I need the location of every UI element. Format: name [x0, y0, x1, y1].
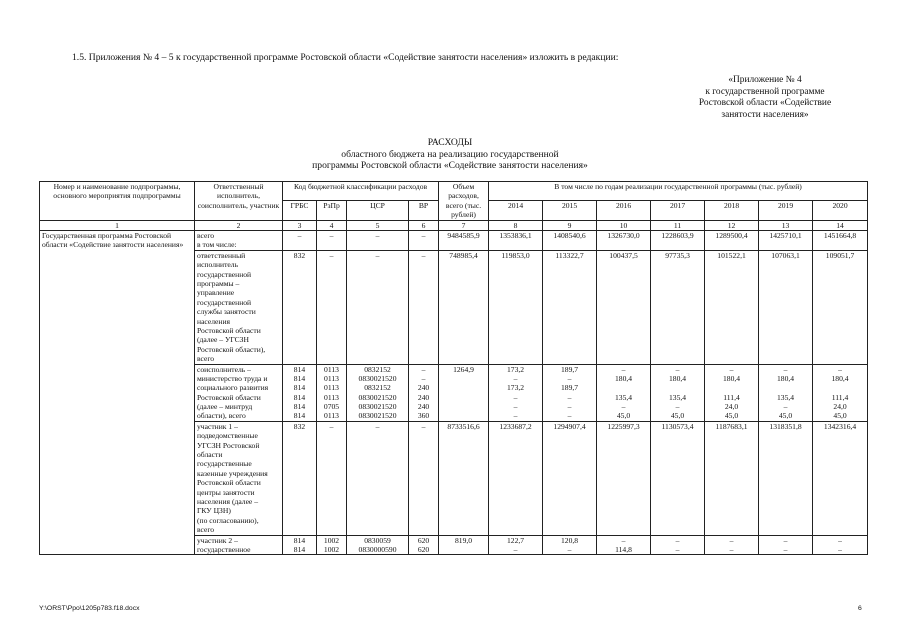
vr-value: –: [421, 231, 426, 241]
rzpr-value: 0113: [324, 373, 339, 383]
y2015-value: 189,7: [560, 364, 579, 374]
y2014-value: –: [513, 411, 518, 421]
csr-value: 0830021520: [358, 392, 397, 402]
y2015-cell: [543, 231, 597, 251]
y2015-value: –: [567, 411, 572, 421]
y2016-cell: [597, 535, 651, 555]
responsible-line: всего: [197, 525, 215, 535]
y2015-cell: [543, 535, 597, 555]
program-name-cell: Государственная программа Ростовской области «Содействие занятости населения»: [40, 231, 195, 555]
y2016-value: 45,0: [616, 411, 631, 421]
csr-value: 0830059: [364, 535, 391, 545]
y2017-value: 1130573,4: [661, 421, 694, 431]
appendix-line: занятости населения»: [721, 109, 809, 120]
y2017-cell: [651, 231, 705, 251]
y2014-value: 119853,0: [501, 250, 530, 260]
total-value: [441, 383, 486, 392]
grbs-value: 814: [293, 364, 306, 374]
responsible-line: Ростовской области: [197, 392, 261, 402]
y2016-cell: [597, 250, 651, 364]
y2014-cell: [489, 250, 543, 364]
y2017-cell: [651, 364, 705, 421]
y2015-value: 120,8: [560, 535, 579, 545]
page-number: 6: [858, 605, 862, 612]
total-value: 9484585,9: [447, 231, 480, 241]
responsible-line: населения: [197, 316, 231, 326]
y2020-value: 1451664,8: [823, 231, 857, 241]
y2020-value: –: [838, 544, 842, 554]
document-title: [260, 137, 640, 172]
y2016-cell: [597, 421, 651, 535]
y2015-value: 1408540,6: [553, 231, 586, 241]
y2014-value: –: [513, 373, 518, 383]
total-value: [441, 393, 486, 402]
y2016-value: 135,4: [614, 392, 633, 402]
csr-value: –: [375, 231, 380, 241]
rzpr-value: 0113: [324, 392, 339, 402]
rzpr-value: 0113: [324, 411, 339, 421]
y2014-value: –: [513, 544, 518, 554]
vr-value: –: [421, 250, 426, 260]
header-code-group: Код бюджетной классификации расходов: [283, 182, 439, 201]
csr-value: 0830021520: [358, 402, 397, 412]
y2020-cell: [813, 250, 868, 364]
vr-cell: [409, 231, 439, 251]
responsible-line: (далее – минтруд: [197, 402, 253, 412]
rzpr-value: 0113: [324, 383, 339, 393]
header-year: 2016: [597, 201, 651, 220]
responsible-line: участник 1 –: [197, 421, 238, 431]
y2019-value: 107063,1: [771, 250, 800, 260]
y2018-cell: [705, 250, 759, 364]
header-years-group: В том числе по годам реализации государственной программы (тыс. рублей): [489, 182, 868, 201]
responsible-line: всего: [197, 231, 215, 241]
y2020-cell: [813, 535, 868, 555]
responsible-line: (по согласованию),: [197, 515, 259, 525]
responsible-line: центры занятости: [197, 487, 255, 497]
y2014-value: 1233687,2: [499, 421, 532, 431]
responsible-line: министерство труда и: [197, 373, 268, 383]
y2017-value: 180,4: [668, 373, 687, 383]
y2014-cell: [489, 421, 543, 535]
y2018-value: [707, 383, 756, 392]
header-responsible: Ответственный исполнитель, соисполнитель, участник: [195, 182, 283, 221]
responsible-line: казенные учреждения: [197, 468, 268, 478]
rzpr-cell: [317, 250, 347, 364]
total-value: [441, 411, 486, 420]
vr-value: –: [421, 373, 426, 383]
vr-value: 620: [417, 544, 430, 554]
responsible-line: государственные: [197, 459, 252, 469]
y2019-cell: [759, 364, 813, 421]
column-number: 7: [439, 220, 489, 230]
appendix-label: [690, 75, 840, 121]
grbs-value: 814: [293, 402, 306, 412]
responsible-line: ГКУ ЦЗН): [197, 506, 231, 516]
csr-value: 0832152: [364, 364, 391, 374]
csr-value: 0832152: [364, 383, 391, 393]
vr-value: 620: [417, 535, 430, 545]
responsible-line: службы занятости: [197, 307, 256, 317]
header-year: 2017: [651, 201, 705, 220]
grbs-value: 814: [293, 544, 306, 554]
y2020-cell: [813, 364, 868, 421]
y2016-value: 1326730,0: [607, 231, 640, 241]
grbs-cell: [283, 421, 317, 535]
grbs-value: 814: [293, 411, 306, 421]
y2014-cell: [489, 364, 543, 421]
y2017-value: –: [675, 535, 680, 545]
total-cell: [439, 421, 489, 535]
csr-value: 0830021520: [358, 411, 397, 421]
y2020-value: 1342316,4: [823, 421, 857, 431]
y2015-value: 189,7: [560, 383, 579, 393]
y2019-cell: [759, 231, 813, 251]
header-year: 2014: [489, 201, 543, 220]
total-value: [441, 402, 486, 411]
rzpr-value: 1002: [323, 544, 340, 554]
grbs-cell: [283, 535, 317, 555]
table-row: [40, 231, 868, 251]
y2019-value: –: [783, 544, 788, 554]
appendix-line: к государственной программе: [705, 86, 825, 97]
csr-cell: [347, 535, 409, 555]
responsible-line: области: [197, 450, 223, 460]
y2019-value: [761, 383, 810, 392]
rzpr-value: –: [329, 250, 334, 260]
header-year: 2020: [813, 201, 868, 220]
responsible-cell: [195, 231, 283, 251]
csr-value: –: [375, 250, 380, 260]
responsible-line: Ростовской области: [197, 325, 261, 335]
expenses-table: [39, 181, 868, 555]
y2018-value: 1187683,1: [715, 421, 748, 431]
y2016-value: 114,8: [615, 544, 632, 554]
y2018-value: –: [729, 544, 734, 554]
header-grbs: ГРБС: [283, 201, 317, 220]
y2018-cell: [705, 535, 759, 555]
y2017-value: 45,0: [670, 411, 685, 421]
title-line: РАСХОДЫ: [427, 137, 473, 148]
y2014-cell: [489, 231, 543, 251]
responsible-line: Ростовской области: [197, 478, 261, 488]
csr-value: 0830021520: [358, 373, 397, 383]
y2018-cell: [705, 231, 759, 251]
y2016-value: –: [621, 402, 626, 412]
responsible-line: в том числе:: [197, 240, 237, 250]
y2016-value: 1225997,3: [607, 421, 640, 431]
appendix-line: «Приложение № 4: [728, 75, 802, 85]
csr-cell: [347, 421, 409, 535]
header-year: 2018: [705, 201, 759, 220]
vr-value: –: [421, 364, 426, 374]
grbs-value: 814: [293, 535, 306, 545]
column-number: 10: [597, 220, 651, 230]
y2019-cell: [759, 250, 813, 364]
responsible-line: государственной: [197, 297, 252, 307]
total-cell: [439, 535, 489, 555]
y2020-value: 180,4: [831, 373, 849, 383]
y2020-value: 111,4: [831, 392, 849, 402]
csr-value: –: [375, 421, 380, 431]
column-number: 11: [651, 220, 705, 230]
rzpr-value: 0705: [323, 402, 340, 412]
csr-cell: [347, 364, 409, 421]
vr-value: –: [421, 421, 426, 431]
y2019-value: –: [783, 535, 788, 545]
y2018-value: 180,4: [722, 373, 741, 383]
y2015-value: –: [567, 402, 572, 412]
y2016-cell: [597, 231, 651, 251]
y2016-value: 100437,5: [609, 250, 638, 260]
column-number: 1: [40, 220, 195, 230]
column-number-row: [40, 220, 868, 230]
y2020-value: [815, 383, 865, 392]
responsible-line: управление: [197, 288, 235, 298]
column-number: 14: [813, 220, 868, 230]
grbs-cell: [283, 250, 317, 364]
y2015-value: –: [567, 544, 572, 554]
rzpr-cell: [317, 231, 347, 251]
y2018-value: 45,0: [724, 411, 739, 421]
y2017-cell: [651, 535, 705, 555]
y2016-value: –: [621, 364, 626, 374]
y2019-value: 45,0: [778, 411, 793, 421]
csr-cell: [347, 250, 409, 364]
y2017-value: [653, 383, 702, 392]
total-value: 1264,9: [453, 364, 474, 374]
y2014-value: 173,2: [506, 364, 525, 374]
rzpr-cell: [317, 535, 347, 555]
rzpr-value: 0113: [324, 364, 339, 374]
column-number: 12: [705, 220, 759, 230]
y2017-value: –: [675, 402, 680, 412]
responsible-line: населения (далее –: [197, 496, 259, 506]
header-year: 2015: [543, 201, 597, 220]
responsible-cell: [195, 250, 283, 364]
responsible-line: социального развития: [197, 383, 269, 393]
total-value: [441, 374, 486, 383]
y2015-value: –: [567, 373, 572, 383]
y2014-value: –: [513, 402, 518, 412]
responsible-line: Ростовской области),: [197, 344, 266, 354]
vr-value: 240: [417, 402, 430, 412]
vr-value: 240: [417, 392, 430, 402]
y2018-cell: [705, 421, 759, 535]
total-value: 819,0: [454, 535, 473, 545]
title-line: программы Ростовской области «Содействие занятости населения»: [312, 160, 588, 172]
y2018-value: 1289500,4: [715, 231, 748, 241]
y2019-value: 135,4: [776, 392, 795, 402]
y2015-value: –: [567, 392, 572, 402]
y2017-value: 135,4: [668, 392, 687, 402]
header-volume: Объем расходов, всего (тыс. рублей): [439, 182, 489, 221]
y2018-value: 24,0: [724, 402, 739, 412]
vr-value: 360: [417, 411, 430, 421]
rzpr-value: 1002: [323, 535, 340, 545]
y2020-value: –: [838, 364, 842, 374]
csr-cell: [347, 231, 409, 251]
y2018-cell: [705, 364, 759, 421]
grbs-value: 814: [293, 373, 306, 383]
y2014-cell: [489, 535, 543, 555]
footer-file-path: Y:\ORST\Ppo\1205p783.f18.docx: [39, 605, 140, 612]
column-number: 5: [347, 220, 409, 230]
y2019-value: –: [783, 402, 788, 412]
column-number: 8: [489, 220, 543, 230]
header-csr: ЦСР: [347, 201, 409, 220]
responsible-line: всего: [197, 354, 215, 364]
responsible-line: (далее – УГСЗН: [197, 335, 249, 345]
grbs-cell: [283, 231, 317, 251]
total-value: 748985,4: [449, 250, 478, 260]
title-line: областного бюджета на реализацию государственной: [341, 148, 559, 160]
y2020-value: 24,0: [833, 402, 847, 412]
rzpr-value: –: [329, 421, 334, 431]
vr-value: 240: [417, 383, 430, 393]
column-number: 2: [195, 220, 283, 230]
y2019-cell: [759, 421, 813, 535]
responsible-line: ответственный: [197, 250, 246, 260]
y2020-value: 45,0: [833, 411, 847, 421]
y2015-value: 113322,7: [555, 250, 584, 260]
grbs-value: 814: [293, 383, 306, 393]
y2020-value: 109051,7: [825, 250, 855, 260]
total-value: 8733516,6: [447, 421, 480, 431]
csr-value: 0830000590: [358, 544, 397, 554]
rzpr-value: –: [329, 231, 334, 241]
responsible-line: соисполнитель –: [197, 364, 251, 374]
appendix-line: Ростовской области «Содействие: [698, 98, 832, 109]
y2018-value: –: [729, 535, 734, 545]
column-number: 6: [409, 220, 439, 230]
intro-paragraph: 1.5. Приложения № 4 – 5 к государственной программе Ростовской области «Содействие занятости населения» изложить в редакции:: [72, 52, 619, 63]
vr-cell: [409, 421, 439, 535]
column-number: 4: [317, 220, 347, 230]
y2015-cell: [543, 364, 597, 421]
responsible-line: государственной: [197, 269, 252, 279]
y2017-value: –: [675, 544, 680, 554]
responsible-line: области), всего: [197, 411, 246, 421]
total-cell: [439, 250, 489, 364]
grbs-cell: [283, 364, 317, 421]
y2018-value: –: [729, 364, 734, 374]
y2019-cell: [759, 535, 813, 555]
responsible-line: государственное: [197, 544, 251, 554]
header-vr: ВР: [409, 201, 439, 220]
y2018-value: 101522,1: [717, 250, 746, 260]
y2019-value: 180,4: [776, 373, 795, 383]
grbs-value: 832: [293, 421, 306, 431]
y2016-value: –: [621, 535, 626, 545]
header-rzpr: РзПр: [317, 201, 347, 220]
responsible-cell: [195, 421, 283, 535]
total-cell: [439, 364, 489, 421]
y2017-value: 1228603,9: [661, 231, 694, 241]
y2018-value: 111,4: [723, 392, 740, 402]
y2020-value: –: [838, 535, 842, 545]
y2020-cell: [813, 421, 868, 535]
responsible-line: участник 2 –: [197, 535, 238, 545]
y2014-value: 173,2: [506, 383, 525, 393]
grbs-value: 814: [293, 392, 306, 402]
grbs-value: –: [297, 231, 302, 241]
y2014-value: 1353836,1: [499, 231, 532, 241]
y2014-value: 122,7: [506, 535, 525, 545]
y2020-cell: [813, 231, 868, 251]
table-body: [40, 231, 868, 555]
y2017-cell: [651, 250, 705, 364]
y2017-value: 97735,3: [665, 250, 690, 260]
y2014-value: –: [513, 392, 518, 402]
responsible-cell: [195, 535, 283, 555]
y2019-value: 1318351,8: [769, 421, 802, 431]
y2015-cell: [543, 421, 597, 535]
y2015-cell: [543, 250, 597, 364]
y2019-value: 1425710,1: [769, 231, 802, 241]
vr-cell: [409, 535, 439, 555]
column-number: 3: [283, 220, 317, 230]
vr-cell: [409, 250, 439, 364]
rzpr-cell: [317, 364, 347, 421]
total-cell: [439, 231, 489, 251]
vr-cell: [409, 364, 439, 421]
grbs-value: 832: [293, 250, 306, 260]
responsible-line: подведомственные: [197, 431, 258, 441]
y2019-value: –: [783, 364, 788, 374]
responsible-line: исполнитель: [197, 260, 239, 270]
y2016-cell: [597, 364, 651, 421]
rzpr-cell: [317, 421, 347, 535]
y2016-value: [599, 383, 648, 392]
header-name: Номер и наименование подпрограммы, основного мероприятия подпрограммы: [40, 182, 195, 221]
y2016-value: 180,4: [614, 373, 633, 383]
total-value: [441, 545, 486, 554]
header-year: 2019: [759, 201, 813, 220]
responsible-line: УГСЗН Ростовской: [197, 440, 260, 450]
responsible-line: программы –: [197, 278, 240, 288]
y2017-cell: [651, 421, 705, 535]
column-number: 13: [759, 220, 813, 230]
column-number: 9: [543, 220, 597, 230]
y2017-value: –: [675, 364, 680, 374]
y2015-value: 1294907,4: [553, 421, 586, 431]
responsible-cell: [195, 364, 283, 421]
